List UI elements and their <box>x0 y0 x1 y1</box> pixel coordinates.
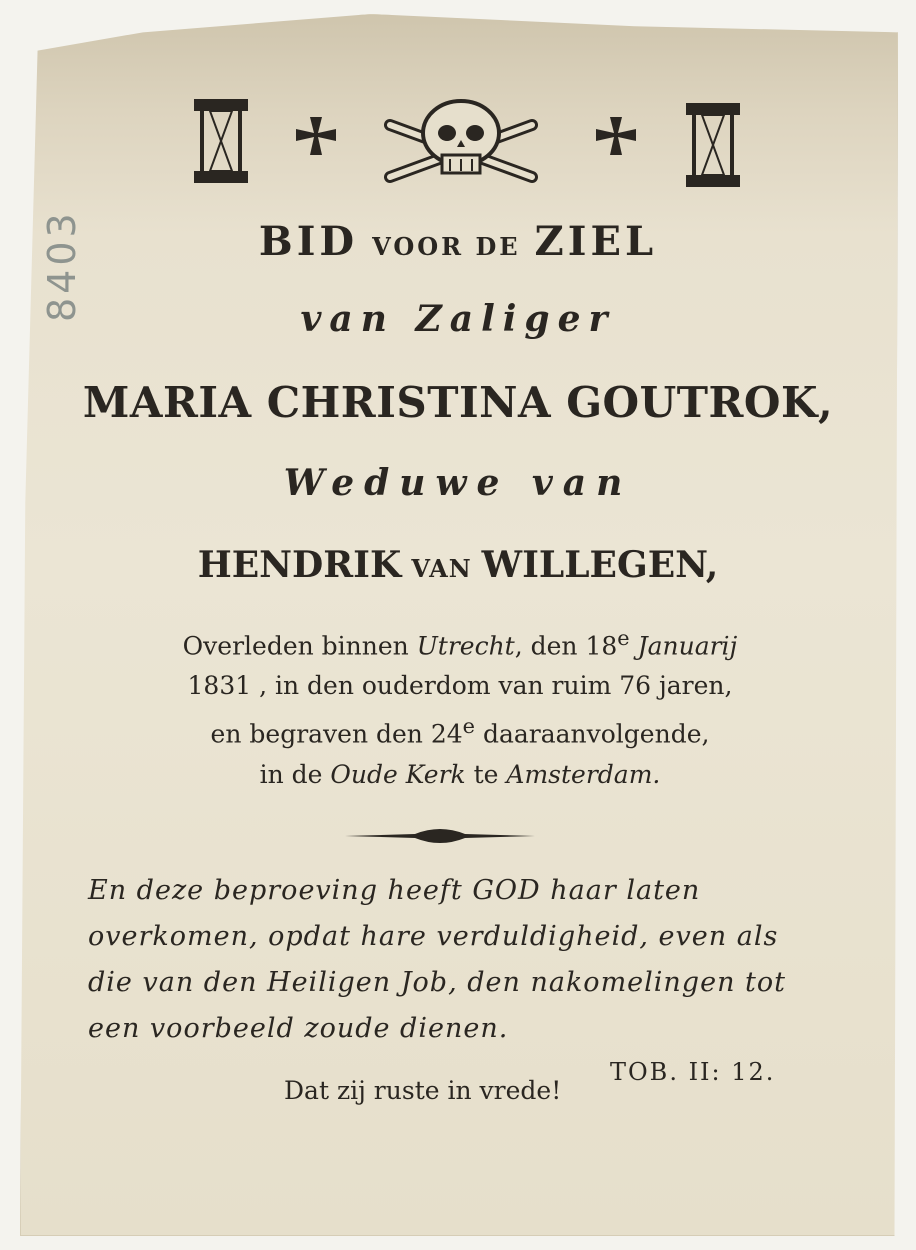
notice-place: Amsterdam. <box>506 759 661 789</box>
death-notice <box>95 618 825 795</box>
heading-word-ziel: ZIEL <box>534 218 658 265</box>
notice-month: Januarij <box>629 631 738 661</box>
card-heading <box>0 218 916 265</box>
notice-text: in de <box>259 759 331 789</box>
closing-prayer: Dat zij ruste in vrede! <box>284 1076 562 1105</box>
notice-text: 1831 , in den ouderdom van ruim 76 jaren, <box>187 671 733 701</box>
husband-last-name: WILLEGEN, <box>481 544 719 586</box>
notice-text: en begraven den 24 <box>210 719 463 749</box>
deceased-name: MARIA CHRISTINA GOUTROK, <box>82 378 834 427</box>
cross-icon <box>596 117 636 155</box>
heading-word-bid: BID <box>258 218 359 265</box>
notice-superscript: e <box>462 714 475 739</box>
notice-text: te <box>465 759 507 789</box>
notice-city: Utrecht <box>416 631 515 661</box>
heading-small-caps: VOOR DE <box>372 232 521 261</box>
notice-text: daaraanvolgende, <box>475 719 710 749</box>
widow-of-label: Weduwe van <box>283 462 633 504</box>
notice-text: Overleden binnen <box>182 631 417 661</box>
scripture-reference: TOB. II: 12. <box>610 1058 776 1086</box>
subheading: van Zaliger <box>300 298 616 340</box>
husband-name <box>0 544 916 586</box>
hourglass-icon <box>688 105 738 185</box>
husband-first-name: HENDRIK <box>197 544 402 586</box>
notice-church: Oude Kerk <box>330 759 466 789</box>
skull-crossbones-icon <box>390 101 532 177</box>
cross-icon <box>296 117 336 155</box>
ornament-row <box>180 95 760 195</box>
hourglass-icon <box>196 101 246 181</box>
scripture-quote: En deze beproeving heeft GOD haar laten overkomen, opdat hare verduldigheid, even als die van den Heiligen Job, den nakomelingen tot een voorbeeld zoude dienen. <box>88 875 786 1044</box>
notice-text: , den 18 <box>514 631 618 661</box>
notice-superscript: e <box>617 626 630 650</box>
pencil-inventory-number: 8403 <box>40 209 84 322</box>
ornamental-divider <box>345 822 535 850</box>
husband-particle: VAN <box>411 554 472 583</box>
